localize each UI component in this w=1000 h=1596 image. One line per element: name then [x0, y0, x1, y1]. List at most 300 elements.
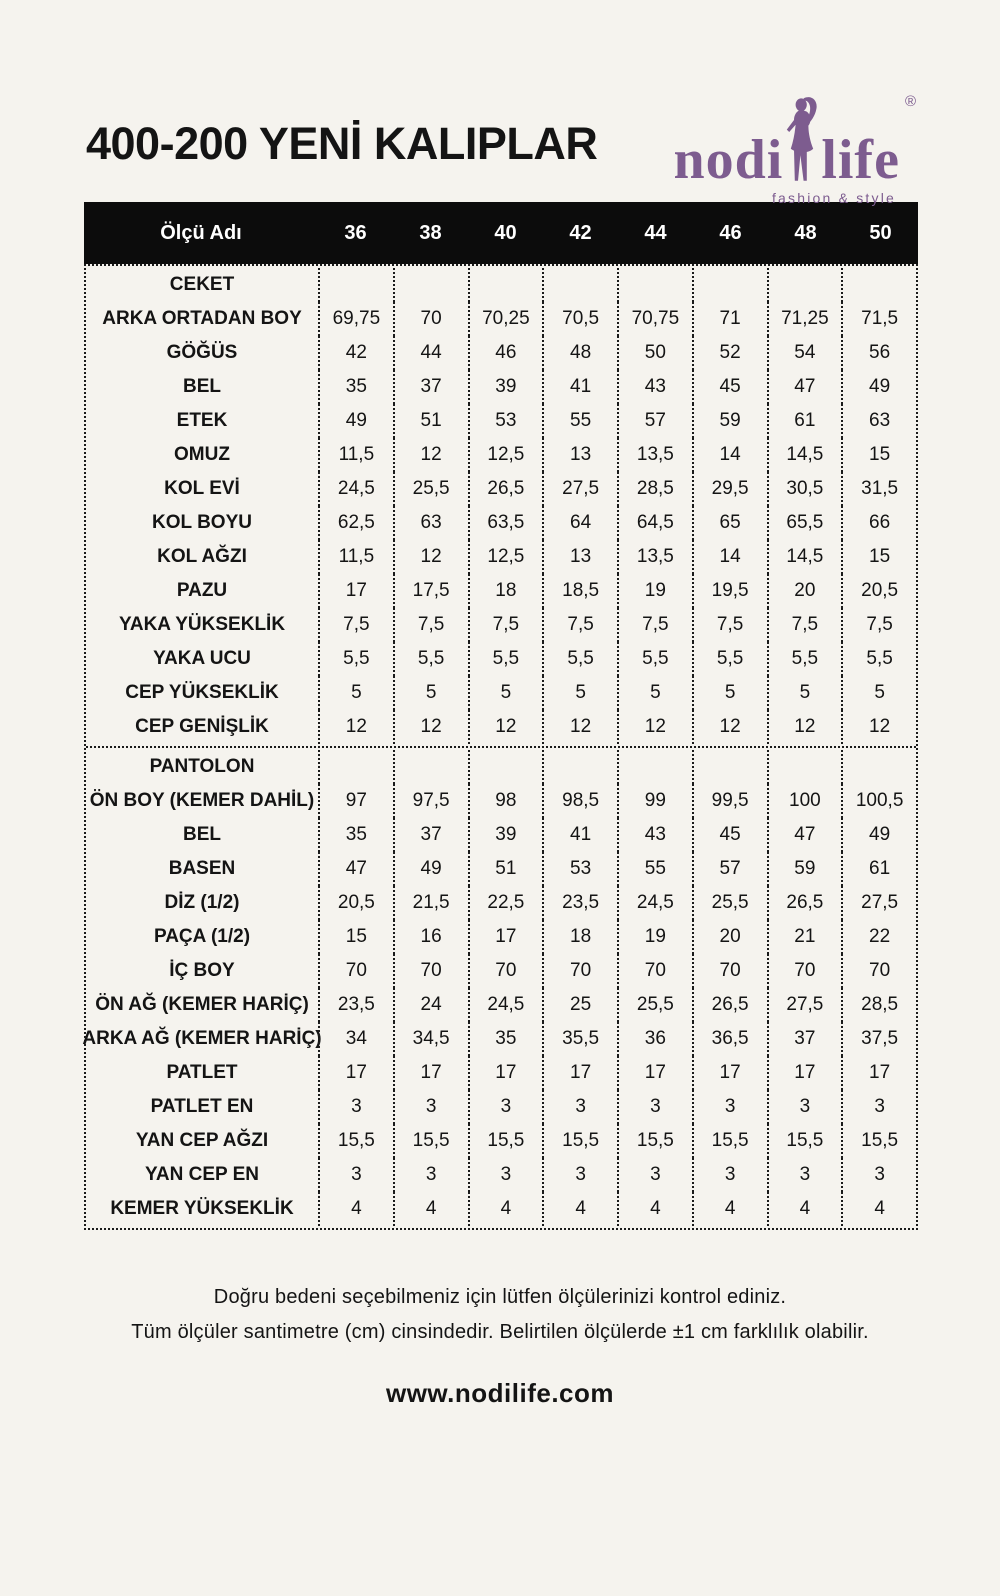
cell-value: 61 — [767, 404, 842, 438]
cell-value: 47 — [318, 852, 393, 886]
cell-value: 4 — [318, 1192, 393, 1226]
cell-value: 70 — [767, 954, 842, 988]
cell-value: 56 — [841, 336, 916, 370]
table-row — [86, 852, 916, 886]
cell-value: 49 — [841, 370, 916, 404]
row-label: KEMER YÜKSEKLİK — [110, 1198, 294, 1219]
cell-value: 12 — [542, 710, 617, 744]
cell-value: 50 — [617, 336, 692, 370]
cell-value: 41 — [542, 370, 617, 404]
cell-value: 66 — [841, 506, 916, 540]
table-row — [86, 540, 916, 574]
cell-value: 12 — [318, 710, 393, 744]
cell-value: 64,5 — [617, 506, 692, 540]
row-label: YAKA UCU — [153, 648, 251, 669]
cell-value: 3 — [542, 1090, 617, 1124]
cell-value: 5,5 — [318, 642, 393, 676]
cell-value: 17 — [318, 1056, 393, 1090]
cell-value: 14,5 — [767, 540, 842, 574]
table-row — [86, 954, 916, 988]
row-label: ÖN BOY (KEMER DAHİL) — [89, 790, 315, 811]
cell-value: 3 — [841, 1158, 916, 1192]
cell-value: 36,5 — [692, 1022, 767, 1056]
brand-logo — [673, 93, 916, 206]
cell-value: 27,5 — [542, 472, 617, 506]
registered-trademark-icon: ® — [904, 93, 916, 110]
cell-value: 65 — [692, 506, 767, 540]
size-column-header: 48 — [794, 221, 817, 244]
section-title: CEKET — [169, 274, 235, 295]
cell-value: 70 — [468, 954, 543, 988]
cell-value: 61 — [841, 852, 916, 886]
cell-value: 63 — [841, 404, 916, 438]
page-title: 400-200 YENİ KALIPLAR — [86, 118, 598, 169]
table-row — [86, 818, 916, 852]
cell-value: 3 — [393, 1158, 468, 1192]
cell-value: 51 — [468, 852, 543, 886]
cell-value: 47 — [767, 818, 842, 852]
cell-value — [318, 268, 393, 302]
logo-text-nodi: nodi — [673, 129, 784, 192]
cell-value: 37 — [767, 1022, 842, 1056]
cell-value: 37,5 — [841, 1022, 916, 1056]
cell-value: 37 — [393, 818, 468, 852]
cell-value: 15,5 — [393, 1124, 468, 1158]
cell-value: 34,5 — [393, 1022, 468, 1056]
table-row — [86, 1158, 916, 1192]
cell-value: 70 — [393, 954, 468, 988]
cell-value: 7,5 — [468, 608, 543, 642]
logo-text-life: life — [821, 129, 900, 192]
cell-value: 17 — [617, 1056, 692, 1090]
table-row — [86, 302, 916, 336]
cell-value: 15 — [841, 540, 916, 574]
table-row — [86, 438, 916, 472]
table-row — [86, 1124, 916, 1158]
cell-value — [767, 268, 842, 302]
cell-value: 45 — [692, 370, 767, 404]
table-row — [86, 472, 916, 506]
cell-value: 15,5 — [617, 1124, 692, 1158]
row-label: YAKA YÜKSEKLİK — [118, 614, 286, 635]
cell-value: 42 — [318, 336, 393, 370]
cell-value: 15,5 — [841, 1124, 916, 1158]
cell-value: 5 — [542, 676, 617, 710]
cell-value: 3 — [617, 1158, 692, 1192]
cell-value: 5,5 — [692, 642, 767, 676]
table-row — [86, 886, 916, 920]
cell-value: 27,5 — [767, 988, 842, 1022]
footer-note-line2: Tüm ölçüler santimetre (cm) cinsindedir. Belirtilen ölçülerde ±1 cm farklılık olabilir. — [131, 1321, 869, 1343]
cell-value: 97,5 — [393, 784, 468, 818]
cell-value: 69,75 — [318, 302, 393, 336]
cell-value: 98 — [468, 784, 543, 818]
cell-value: 5 — [692, 676, 767, 710]
cell-value — [692, 750, 767, 784]
cell-value: 17 — [318, 574, 393, 608]
row-label: PAZU — [176, 580, 228, 601]
cell-value: 36 — [617, 1022, 692, 1056]
cell-value — [692, 268, 767, 302]
cell-value: 71,25 — [767, 302, 842, 336]
cell-value: 20,5 — [841, 574, 916, 608]
row-label: YAN CEP EN — [144, 1164, 260, 1185]
cell-value: 59 — [692, 404, 767, 438]
cell-value: 15,5 — [468, 1124, 543, 1158]
table-row — [86, 988, 916, 1022]
cell-value — [542, 268, 617, 302]
cell-value: 17 — [767, 1056, 842, 1090]
cell-value: 15,5 — [767, 1124, 842, 1158]
size-chart-table — [84, 202, 918, 1230]
cell-value: 21 — [767, 920, 842, 954]
row-label: ETEK — [176, 410, 228, 431]
cell-value: 70 — [393, 302, 468, 336]
cell-value: 71 — [692, 302, 767, 336]
cell-value: 12 — [841, 710, 916, 744]
woman-silhouette-icon — [784, 96, 820, 184]
cell-value: 3 — [767, 1090, 842, 1124]
cell-value — [617, 268, 692, 302]
cell-value: 11,5 — [318, 540, 393, 574]
cell-value: 4 — [468, 1192, 543, 1226]
cell-value: 59 — [767, 852, 842, 886]
cell-value: 63,5 — [468, 506, 543, 540]
cell-value: 19 — [617, 574, 692, 608]
cell-value — [767, 750, 842, 784]
cell-value — [393, 750, 468, 784]
cell-value — [468, 268, 543, 302]
cell-value: 5 — [841, 676, 916, 710]
cell-value: 70 — [617, 954, 692, 988]
cell-value: 7,5 — [767, 608, 842, 642]
row-label: KOL EVİ — [164, 478, 240, 499]
row-label: GÖĞÜS — [166, 342, 238, 363]
page-footer — [0, 1280, 1000, 1409]
cell-value: 4 — [393, 1192, 468, 1226]
cell-value: 5,5 — [542, 642, 617, 676]
cell-value: 5 — [468, 676, 543, 710]
cell-value: 3 — [318, 1158, 393, 1192]
cell-value — [841, 750, 916, 784]
cell-value: 29,5 — [692, 472, 767, 506]
cell-value: 63 — [393, 506, 468, 540]
cell-value: 3 — [468, 1090, 543, 1124]
cell-value: 39 — [468, 818, 543, 852]
cell-value: 70,25 — [468, 302, 543, 336]
logo-wordmark — [673, 93, 916, 192]
cell-value: 3 — [468, 1158, 543, 1192]
cell-value: 4 — [841, 1192, 916, 1226]
cell-value: 5 — [393, 676, 468, 710]
cell-value: 28,5 — [841, 988, 916, 1022]
cell-value: 70,75 — [617, 302, 692, 336]
cell-value: 23,5 — [542, 886, 617, 920]
row-label: DİZ (1/2) — [164, 892, 240, 913]
cell-value: 7,5 — [318, 608, 393, 642]
cell-value: 3 — [542, 1158, 617, 1192]
cell-value: 46 — [468, 336, 543, 370]
cell-value: 13 — [542, 540, 617, 574]
row-label: PATLET — [166, 1062, 238, 1083]
cell-value: 3 — [841, 1090, 916, 1124]
table-body — [84, 264, 918, 1230]
cell-value: 16 — [393, 920, 468, 954]
cell-value: 26,5 — [767, 886, 842, 920]
cell-value: 35 — [468, 1022, 543, 1056]
cell-value: 24 — [393, 988, 468, 1022]
cell-value: 14,5 — [767, 438, 842, 472]
cell-value: 12 — [393, 438, 468, 472]
row-label: ARKA AĞ (KEMER HARİÇ) — [82, 1028, 322, 1049]
cell-value: 23,5 — [318, 988, 393, 1022]
cell-value: 5 — [617, 676, 692, 710]
cell-value: 57 — [692, 852, 767, 886]
cell-value: 70,5 — [542, 302, 617, 336]
cell-value — [468, 750, 543, 784]
cell-value: 20,5 — [318, 886, 393, 920]
cell-value: 35 — [318, 370, 393, 404]
logo-tagline: fashion & style — [771, 190, 896, 206]
cell-value: 25,5 — [617, 988, 692, 1022]
cell-value: 71,5 — [841, 302, 916, 336]
cell-value: 15 — [318, 920, 393, 954]
cell-value: 45 — [692, 818, 767, 852]
size-column-header: 42 — [569, 221, 592, 244]
cell-value: 62,5 — [318, 506, 393, 540]
cell-value: 17 — [841, 1056, 916, 1090]
cell-value: 49 — [318, 404, 393, 438]
cell-value: 13,5 — [617, 438, 692, 472]
size-column-header: 50 — [869, 221, 892, 244]
cell-value: 28,5 — [617, 472, 692, 506]
cell-value: 15,5 — [692, 1124, 767, 1158]
row-label: ÖN AĞ (KEMER HARİÇ) — [95, 994, 309, 1015]
cell-value: 7,5 — [542, 608, 617, 642]
cell-value: 20 — [692, 920, 767, 954]
table-row — [86, 574, 916, 608]
cell-value: 43 — [617, 370, 692, 404]
cell-value: 7,5 — [692, 608, 767, 642]
cell-value: 25,5 — [393, 472, 468, 506]
size-column-header: 36 — [344, 221, 367, 244]
footer-note-line1: Doğru bedeni seçebilmeniz için lütfen ölçülerinizi kontrol ediniz. — [213, 1286, 787, 1308]
cell-value: 17 — [542, 1056, 617, 1090]
row-label: ARKA ORTADAN BOY — [102, 308, 302, 329]
cell-value: 19,5 — [692, 574, 767, 608]
cell-value — [542, 750, 617, 784]
cell-value: 15,5 — [318, 1124, 393, 1158]
cell-value — [318, 750, 393, 784]
cell-value: 64 — [542, 506, 617, 540]
row-label: CEP GENİŞLİK — [135, 716, 269, 737]
cell-value — [393, 268, 468, 302]
table-row — [86, 1192, 916, 1226]
section-title-row — [86, 268, 916, 302]
section-title-row — [86, 750, 916, 784]
cell-value: 19 — [617, 920, 692, 954]
cell-value: 57 — [617, 404, 692, 438]
cell-value: 17 — [468, 1056, 543, 1090]
cell-value: 35,5 — [542, 1022, 617, 1056]
cell-value: 5,5 — [841, 642, 916, 676]
cell-value: 15,5 — [542, 1124, 617, 1158]
size-column-header: 46 — [719, 221, 742, 244]
cell-value: 5,5 — [767, 642, 842, 676]
cell-value: 31,5 — [841, 472, 916, 506]
table-row — [86, 710, 916, 744]
cell-value: 37 — [393, 370, 468, 404]
row-label: PAÇA (1/2) — [153, 926, 251, 947]
page-header — [86, 93, 916, 206]
cell-value: 4 — [692, 1192, 767, 1226]
cell-value: 18 — [468, 574, 543, 608]
cell-value: 97 — [318, 784, 393, 818]
cell-value: 52 — [692, 336, 767, 370]
cell-value: 3 — [692, 1090, 767, 1124]
cell-value: 4 — [767, 1192, 842, 1226]
size-column-header: 40 — [494, 221, 517, 244]
cell-value: 35 — [318, 818, 393, 852]
cell-value: 51 — [393, 404, 468, 438]
cell-value: 3 — [617, 1090, 692, 1124]
row-label: KOL AĞZI — [157, 546, 247, 567]
cell-value — [617, 750, 692, 784]
cell-value: 26,5 — [468, 472, 543, 506]
table-row — [82, 1022, 916, 1056]
cell-value: 5,5 — [468, 642, 543, 676]
cell-value: 3 — [393, 1090, 468, 1124]
cell-value: 54 — [767, 336, 842, 370]
cell-value: 4 — [542, 1192, 617, 1226]
size-column-header: 44 — [644, 221, 667, 244]
table-section — [86, 266, 916, 746]
cell-value: 44 — [393, 336, 468, 370]
cell-value: 12 — [767, 710, 842, 744]
cell-value: 47 — [767, 370, 842, 404]
cell-value: 18 — [542, 920, 617, 954]
cell-value: 14 — [692, 438, 767, 472]
cell-value: 15 — [841, 438, 916, 472]
table-row — [86, 784, 916, 818]
cell-value: 24,5 — [468, 988, 543, 1022]
cell-value: 70 — [542, 954, 617, 988]
cell-value: 3 — [692, 1158, 767, 1192]
cell-value: 7,5 — [617, 608, 692, 642]
cell-value: 25,5 — [692, 886, 767, 920]
cell-value: 24,5 — [318, 472, 393, 506]
cell-value: 65,5 — [767, 506, 842, 540]
size-column-header: 38 — [419, 221, 442, 244]
cell-value: 55 — [542, 404, 617, 438]
row-label: KOL BOYU — [152, 512, 252, 533]
cell-value: 20 — [767, 574, 842, 608]
cell-value: 18,5 — [542, 574, 617, 608]
cell-value: 30,5 — [767, 472, 842, 506]
row-label: İÇ BOY — [169, 960, 235, 981]
cell-value — [841, 268, 916, 302]
cell-value: 12 — [468, 710, 543, 744]
cell-value: 26,5 — [692, 988, 767, 1022]
cell-value: 27,5 — [841, 886, 916, 920]
table-row — [86, 608, 916, 642]
cell-value: 43 — [617, 818, 692, 852]
cell-value: 34 — [318, 1022, 393, 1056]
cell-value: 5,5 — [617, 642, 692, 676]
cell-value: 17 — [393, 1056, 468, 1090]
cell-value: 14 — [692, 540, 767, 574]
table-row — [86, 1090, 916, 1124]
row-label: PATLET EN — [150, 1096, 254, 1117]
cell-value: 12,5 — [468, 540, 543, 574]
cell-value: 70 — [318, 954, 393, 988]
cell-value: 12,5 — [468, 438, 543, 472]
cell-value: 53 — [468, 404, 543, 438]
table-row — [86, 506, 916, 540]
cell-value: 17 — [468, 920, 543, 954]
table-row — [86, 336, 916, 370]
cell-value: 3 — [318, 1090, 393, 1124]
cell-value: 12 — [393, 710, 468, 744]
cell-value: 55 — [617, 852, 692, 886]
row-label: BASEN — [168, 858, 236, 879]
row-label: OMUZ — [174, 444, 230, 465]
cell-value: 98,5 — [542, 784, 617, 818]
cell-value: 70 — [692, 954, 767, 988]
cell-value: 11,5 — [318, 438, 393, 472]
cell-value: 17 — [692, 1056, 767, 1090]
table-row — [86, 676, 916, 710]
cell-value: 13 — [542, 438, 617, 472]
row-label: BEL — [183, 376, 221, 397]
table-row — [86, 404, 916, 438]
cell-value: 12 — [692, 710, 767, 744]
cell-value: 48 — [542, 336, 617, 370]
cell-value: 13,5 — [617, 540, 692, 574]
table-section — [82, 746, 916, 1228]
cell-value: 4 — [617, 1192, 692, 1226]
cell-value: 100,5 — [841, 784, 916, 818]
row-label: BEL — [183, 824, 221, 845]
cell-value: 99 — [617, 784, 692, 818]
table-row — [86, 370, 916, 404]
cell-value: 39 — [468, 370, 543, 404]
table-row — [86, 642, 916, 676]
cell-value: 7,5 — [841, 608, 916, 642]
cell-value: 49 — [393, 852, 468, 886]
cell-value: 5,5 — [393, 642, 468, 676]
cell-value: 3 — [767, 1158, 842, 1192]
website-url: www.nodilife.com — [385, 1378, 615, 1408]
table-row — [86, 920, 916, 954]
table-header-row — [84, 202, 918, 264]
cell-value: 12 — [617, 710, 692, 744]
cell-value: 22,5 — [468, 886, 543, 920]
table-row — [86, 1056, 916, 1090]
row-label: YAN CEP AĞZI — [135, 1130, 269, 1151]
cell-value: 99,5 — [692, 784, 767, 818]
cell-value: 53 — [542, 852, 617, 886]
section-title: PANTOLON — [149, 756, 255, 777]
cell-value: 70 — [841, 954, 916, 988]
cell-value: 12 — [393, 540, 468, 574]
cell-value: 41 — [542, 818, 617, 852]
cell-value: 49 — [841, 818, 916, 852]
cell-value: 21,5 — [393, 886, 468, 920]
cell-value: 100 — [767, 784, 842, 818]
measure-name-header: Ölçü Adı — [160, 221, 242, 244]
cell-value: 7,5 — [393, 608, 468, 642]
